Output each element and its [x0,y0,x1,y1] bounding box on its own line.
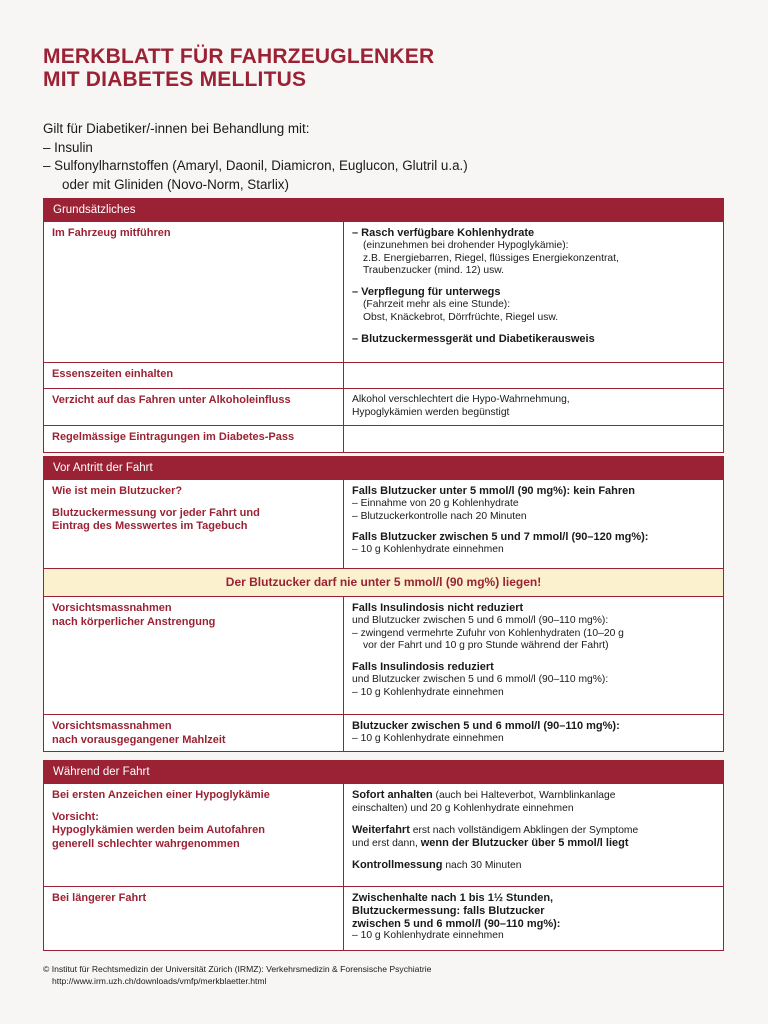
item-text: Traubenzucker (mind. 12) usw. [363,265,504,277]
row-label: Bei längerer Fahrt [44,887,344,950]
item-text: (Fahrzeit mehr als eine Stunde): [363,298,511,310]
item-text: – Einnahme von 20 g Kohlenhydrate [352,497,519,509]
item-text: z.B. Energiebarren, Riegel, flüssiges Energiekonzentrat, [363,252,619,264]
intro-item-glinide: oder mit Gliniden (Novo-Norm, Starlix) [62,176,289,192]
label-line: nach körperlicher Anstrengung [52,615,216,628]
item-text: – 10 g Kohlenhydrate einnehmen [352,732,504,744]
table-row [44,425,723,452]
item-text: (einzunehmen bei drohender Hypoglykämie): [363,239,569,251]
item-heading: Falls Blutzucker zwischen 5 und 7 mmol/l (90–120 mg%): [352,531,649,544]
item-heading: – Blutzuckermessgerät und Diabetikerausweis [352,332,595,345]
intro-block [43,120,468,194]
item-text: – Blutzuckerkontrolle nach 20 Minuten [352,510,527,522]
item-heading: – Verpflegung für unterwegs [352,286,501,299]
section-vor-antritt [43,456,724,752]
row-label [44,715,344,751]
item-line [352,824,715,838]
item-line [352,789,715,803]
item-heading: Blutzuckermessung: falls Blutzucker [352,904,545,917]
item-text: – 10 g Kohlenhydrate einnehmen [352,544,504,556]
title-line-1: MERKBLATT FÜR FAHRZEUGLENKER [43,45,435,68]
item-heading: Sofort anhalten [352,789,433,801]
row-label [44,597,344,714]
table-row [44,784,723,886]
section-waehrend-fahrt [43,760,724,951]
row-content [344,597,723,714]
item-text: – 10 g Kohlenhydrate einnehmen [352,686,504,698]
item-heading: Falls Blutzucker unter 5 mmol/l (90 mg%): kein Fahren [352,485,636,497]
row-label [44,480,344,568]
row-content [344,480,723,568]
row-content [344,715,723,751]
table-row [44,714,723,751]
item-heading: Zwischenhalte nach 1 bis 1½ Stunden, [352,892,554,904]
item-text: – 10 g Kohlenhydrate einnehmen [352,930,504,942]
footer [43,964,431,987]
item-heading: Falls Insulindosis nicht reduziert [352,602,524,614]
row-content [344,389,723,425]
table-row [44,886,723,950]
section-header: Vor Antritt der Fahrt [44,457,723,480]
title-line-2: MIT DIABETES MELLITUS [43,68,307,91]
section-header: Grundsätzliches [44,199,723,222]
intro-lead: Gilt für Diabetiker/-innen bei Behandlung mit: [43,121,310,136]
item-line [352,859,715,873]
item-text: erst nach vollständigem Abklingen der Symptome [409,824,639,836]
label-line: Vorsicht: [52,810,99,823]
intro-item-insulin: – Insulin [43,139,93,155]
item-text: (auch bei Halteverbot, Warnblinkanlage [432,790,616,801]
label-line: Wie ist mein Blutzucker? [52,485,183,497]
table-row [44,362,723,388]
label-line: Eintrag des Messwertes im Tagebuch [52,520,248,532]
label-line: Blutzuckermessung vor jeder Fahrt und [52,506,260,519]
label-line: nach vorausgegangener Mahlzeit [52,733,226,746]
intro-item-sulfonyl: – Sulfonylharnstoffen (Amaryl, Daonil, Diamicron, Euglucon, Glutril u.a.) [43,158,468,173]
warning-band: Der Blutzucker darf nie unter 5 mmol/l (90 mg%) liegen! [44,568,723,596]
item-text: Obst, Knäckebrot, Dörrfrüchte, Riegel usw. [363,311,559,323]
item-heading: zwischen 5 und 6 mmol/l (90–110 mg%): [352,917,561,930]
row-label: Regelmässige Eintragungen im Diabetes-Pass [44,426,344,452]
item-heading: – Rasch verfügbare Kohlenhydrate [352,227,535,239]
row-label [44,784,344,886]
row-content [344,426,723,452]
row-content [344,887,723,950]
table-row [44,222,723,362]
item-heading: Kontrollmessung [352,859,443,872]
row-content [344,363,723,388]
item-heading: Weiterfahrt [352,823,410,836]
label-line: Vorsichtsmassnahmen [52,602,172,614]
item-text: nach 30 Minuten [442,860,522,872]
label-line: Hypoglykämien werden beim Autofahren [52,824,265,836]
table-row [44,480,723,568]
copyright-text: © Institut für Rechtsmedizin der Universität Zürich (IRMZ): Verkehrsmedizin & Forensische Psychiatrie [43,964,432,974]
row-content [344,784,723,886]
label-line: Bei ersten Anzeichen einer Hypoglykämie [52,789,270,801]
item-text: einschalten) und 20 g Kohlenhydrate einnehmen [352,802,574,814]
label-line: Vorsichtsmassnahmen [52,720,172,732]
item-heading: Blutzucker zwischen 5 und 6 mmol/l (90–110 mg%): [352,720,620,732]
source-url: http://www.irm.uzh.ch/downloads/vmfp/merkblaetter.html [52,975,267,986]
item-heading: Falls Insulindosis reduziert [352,661,494,674]
item-text: Hypoglykämien werden begünstigt [352,406,510,418]
section-header: Während der Fahrt [44,761,723,784]
item-text: – zwingend vermehrte Zufuhr von Kohlenhydraten (10–20 g [352,627,624,639]
item-text: und erst dann, [352,838,421,850]
item-text: vor der Fahrt und 10 g pro Stunde während der Fahrt) [363,640,609,652]
table-row [44,388,723,425]
item-text: Alkohol verschlechtert die Hypo-Wahrnehmung, [352,394,570,405]
row-label: Essenszeiten einhalten [44,363,344,388]
page-title [43,45,434,91]
item-heading: wenn der Blutzucker über 5 mmol/l liegt [420,837,629,850]
label-line: generell schlechter wahrgenommen [52,837,240,850]
row-content [344,222,723,362]
item-text: und Blutzucker zwischen 5 und 6 mmol/l (90–110 mg%): [352,614,609,626]
item-line [352,837,715,851]
table-row [44,596,723,714]
item-text: und Blutzucker zwischen 5 und 6 mmol/l (90–110 mg%): [352,673,609,685]
row-label: Verzicht auf das Fahren unter Alkoholeinfluss [44,389,344,425]
row-label: Im Fahrzeug mitführen [44,222,344,362]
section-grundsaetzliches [43,198,724,453]
